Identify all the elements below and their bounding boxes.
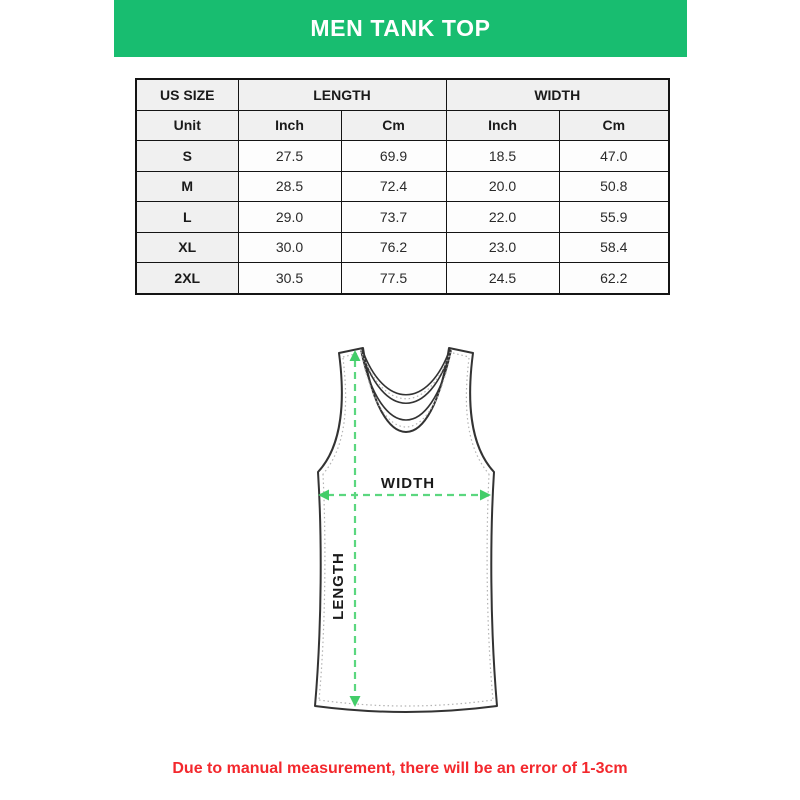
header-width-inch: Inch — [446, 110, 559, 141]
disclaimer-text: Due to manual measurement, there will be an error of 1-3cm — [172, 760, 628, 777]
size-label: XL — [136, 232, 238, 263]
size-table — [135, 78, 670, 295]
length-cm-value: 73.7 — [341, 202, 446, 233]
width-label: WIDTH — [380, 475, 436, 492]
length-cm-value: 77.5 — [341, 263, 446, 294]
width-inch-value: 20.0 — [446, 171, 559, 202]
size-label: M — [136, 171, 238, 202]
table-row-2xl — [136, 263, 669, 294]
tank-top-diagram — [300, 340, 512, 720]
table-row-xl — [136, 232, 669, 263]
header-length-cm: Cm — [341, 110, 446, 141]
size-label: S — [136, 141, 238, 172]
length-inch-value: 30.0 — [238, 232, 341, 263]
width-inch-value: 18.5 — [446, 141, 559, 172]
header-width: WIDTH — [446, 79, 669, 110]
width-cm-value: 62.2 — [559, 263, 669, 294]
width-inch-value: 24.5 — [446, 263, 559, 294]
header-unit: Unit — [136, 110, 238, 141]
size-label: L — [136, 202, 238, 233]
length-cm-value: 69.9 — [341, 141, 446, 172]
width-cm-value: 47.0 — [559, 141, 669, 172]
header-width-cm: Cm — [559, 110, 669, 141]
length-cm-value: 72.4 — [341, 171, 446, 202]
width-cm-value: 58.4 — [559, 232, 669, 263]
header-length: LENGTH — [238, 79, 446, 110]
table-row-l — [136, 202, 669, 233]
title-banner — [114, 0, 687, 57]
width-cm-value: 55.9 — [559, 202, 669, 233]
length-inch-value: 27.5 — [238, 141, 341, 172]
length-cm-value: 76.2 — [341, 232, 446, 263]
page-title: MEN TANK TOP — [310, 15, 491, 41]
table-row-s — [136, 141, 669, 172]
header-length-inch: Inch — [238, 110, 341, 141]
size-label: 2XL — [136, 263, 238, 294]
header-us-size: US SIZE — [136, 79, 238, 110]
width-inch-value: 22.0 — [446, 202, 559, 233]
width-inch-value: 23.0 — [446, 232, 559, 263]
length-inch-value: 29.0 — [238, 202, 341, 233]
table-header-row-2 — [136, 110, 669, 141]
width-cm-value: 50.8 — [559, 171, 669, 202]
length-inch-value: 30.5 — [238, 263, 341, 294]
table-header-row-1 — [136, 79, 669, 110]
table-row-m — [136, 171, 669, 202]
length-label: LENGTH — [330, 552, 347, 620]
length-inch-value: 28.5 — [238, 171, 341, 202]
